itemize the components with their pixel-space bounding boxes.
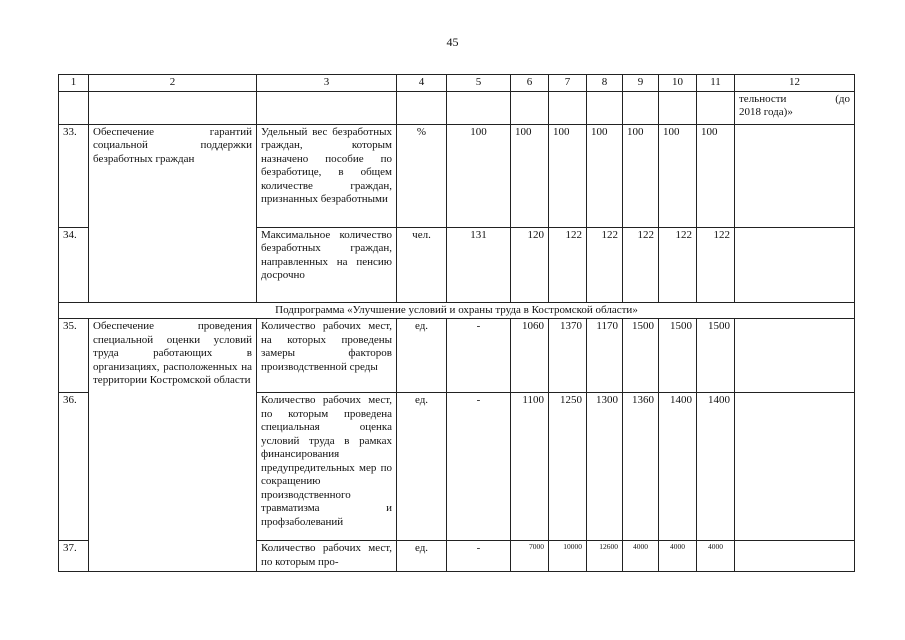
value-cell: - <box>447 541 511 572</box>
empty-cell <box>735 124 855 227</box>
value-cell: 131 <box>447 227 511 302</box>
header-cell: 3 <box>257 75 397 92</box>
row-number: 34. <box>59 227 89 302</box>
subprogram-title: Подпрограмма «Улучшение условий и охраны труда в Костромской области» <box>59 302 855 319</box>
header-cell: 12 <box>735 75 855 92</box>
indicator-name: Максимальное количество безработных граждан, направленных на пенсию досрочно <box>257 227 397 302</box>
value-cell: - <box>447 393 511 541</box>
value-cell: 1500 <box>623 319 659 393</box>
value-cell: 1100 <box>511 393 549 541</box>
empty-cell <box>735 541 855 572</box>
header-cell: 5 <box>447 75 511 92</box>
value-cell: 1170 <box>587 319 623 393</box>
empty-cell <box>735 227 855 302</box>
indicator-name: Количество рабочих мест, на которых проведены замеры факторов производственной среды <box>257 319 397 393</box>
table-row <box>59 319 855 393</box>
continuation-text: тельности <box>739 92 787 105</box>
header-cell: 9 <box>623 75 659 92</box>
value-cell: 1360 <box>623 393 659 541</box>
page-number: 45 <box>446 35 459 49</box>
value-cell: 4000 <box>623 541 659 572</box>
value-cell: 4000 <box>659 541 697 572</box>
header-cell: 10 <box>659 75 697 92</box>
header-cell: 1 <box>59 75 89 92</box>
table-row <box>59 124 855 227</box>
indicator-name: Количество рабочих мест, по которым проведена специальная оценка условий труда в рамках финансирования предупредительных мер по сокращению производственного травматизма и профзаболеваний <box>257 393 397 541</box>
unit: чел. <box>397 227 447 302</box>
indicator-name: Количество рабочих мест, по которым про- <box>257 541 397 572</box>
value-cell: 4000 <box>697 541 735 572</box>
indicators-table <box>58 74 855 572</box>
value-cell: 100 <box>623 124 659 227</box>
value-cell: 122 <box>659 227 697 302</box>
header-cell: 2 <box>89 75 257 92</box>
row-number: 35. <box>59 319 89 393</box>
column-number-row <box>59 75 855 92</box>
value-cell: 100 <box>549 124 587 227</box>
value-cell: 10000 <box>549 541 587 572</box>
value-cell: 100 <box>659 124 697 227</box>
row-number: 37. <box>59 541 89 572</box>
value-cell: 1500 <box>659 319 697 393</box>
row-number: 33. <box>59 124 89 227</box>
empty-cell <box>735 319 855 393</box>
measure-name: Обеспечение гарантий социальной поддержки безработных граждан <box>89 124 257 302</box>
unit: ед. <box>397 541 447 572</box>
value-cell: 122 <box>623 227 659 302</box>
continuation-text: (до <box>835 92 850 105</box>
value-cell: - <box>447 319 511 393</box>
value-cell: 1370 <box>549 319 587 393</box>
value-cell: 100 <box>697 124 735 227</box>
header-cell: 6 <box>511 75 549 92</box>
unit: ед. <box>397 319 447 393</box>
header-cell: 7 <box>549 75 587 92</box>
value-cell: 122 <box>697 227 735 302</box>
value-cell: 7000 <box>511 541 549 572</box>
value-cell: 100 <box>447 124 511 227</box>
value-cell: 1400 <box>659 393 697 541</box>
unit: ед. <box>397 393 447 541</box>
value-cell: 120 <box>511 227 549 302</box>
unit: % <box>397 124 447 227</box>
header-cell: 4 <box>397 75 447 92</box>
value-cell: 100 <box>511 124 549 227</box>
header-cell: 8 <box>587 75 623 92</box>
continuation-row <box>59 91 855 124</box>
measure-name: Обеспечение проведения специальной оценки условий труда работающих в организациях, расположенных на территории Костромской области <box>89 319 257 572</box>
empty-cell <box>735 393 855 541</box>
row-number: 36. <box>59 393 89 541</box>
value-cell: 122 <box>549 227 587 302</box>
value-cell: 122 <box>587 227 623 302</box>
value-cell: 100 <box>587 124 623 227</box>
continuation-cell <box>735 91 855 124</box>
value-cell: 1500 <box>697 319 735 393</box>
value-cell: 1400 <box>697 393 735 541</box>
value-cell: 1300 <box>587 393 623 541</box>
subprogram-row <box>59 302 855 319</box>
value-cell: 12600 <box>587 541 623 572</box>
value-cell: 1060 <box>511 319 549 393</box>
continuation-text: 2018 года)» <box>739 106 793 118</box>
indicator-name: Удельный вес безработных граждан, которым назначено пособие по безработице, в общем количестве граждан, признанных безработными <box>257 124 397 227</box>
header-cell: 11 <box>697 75 735 92</box>
value-cell: 1250 <box>549 393 587 541</box>
